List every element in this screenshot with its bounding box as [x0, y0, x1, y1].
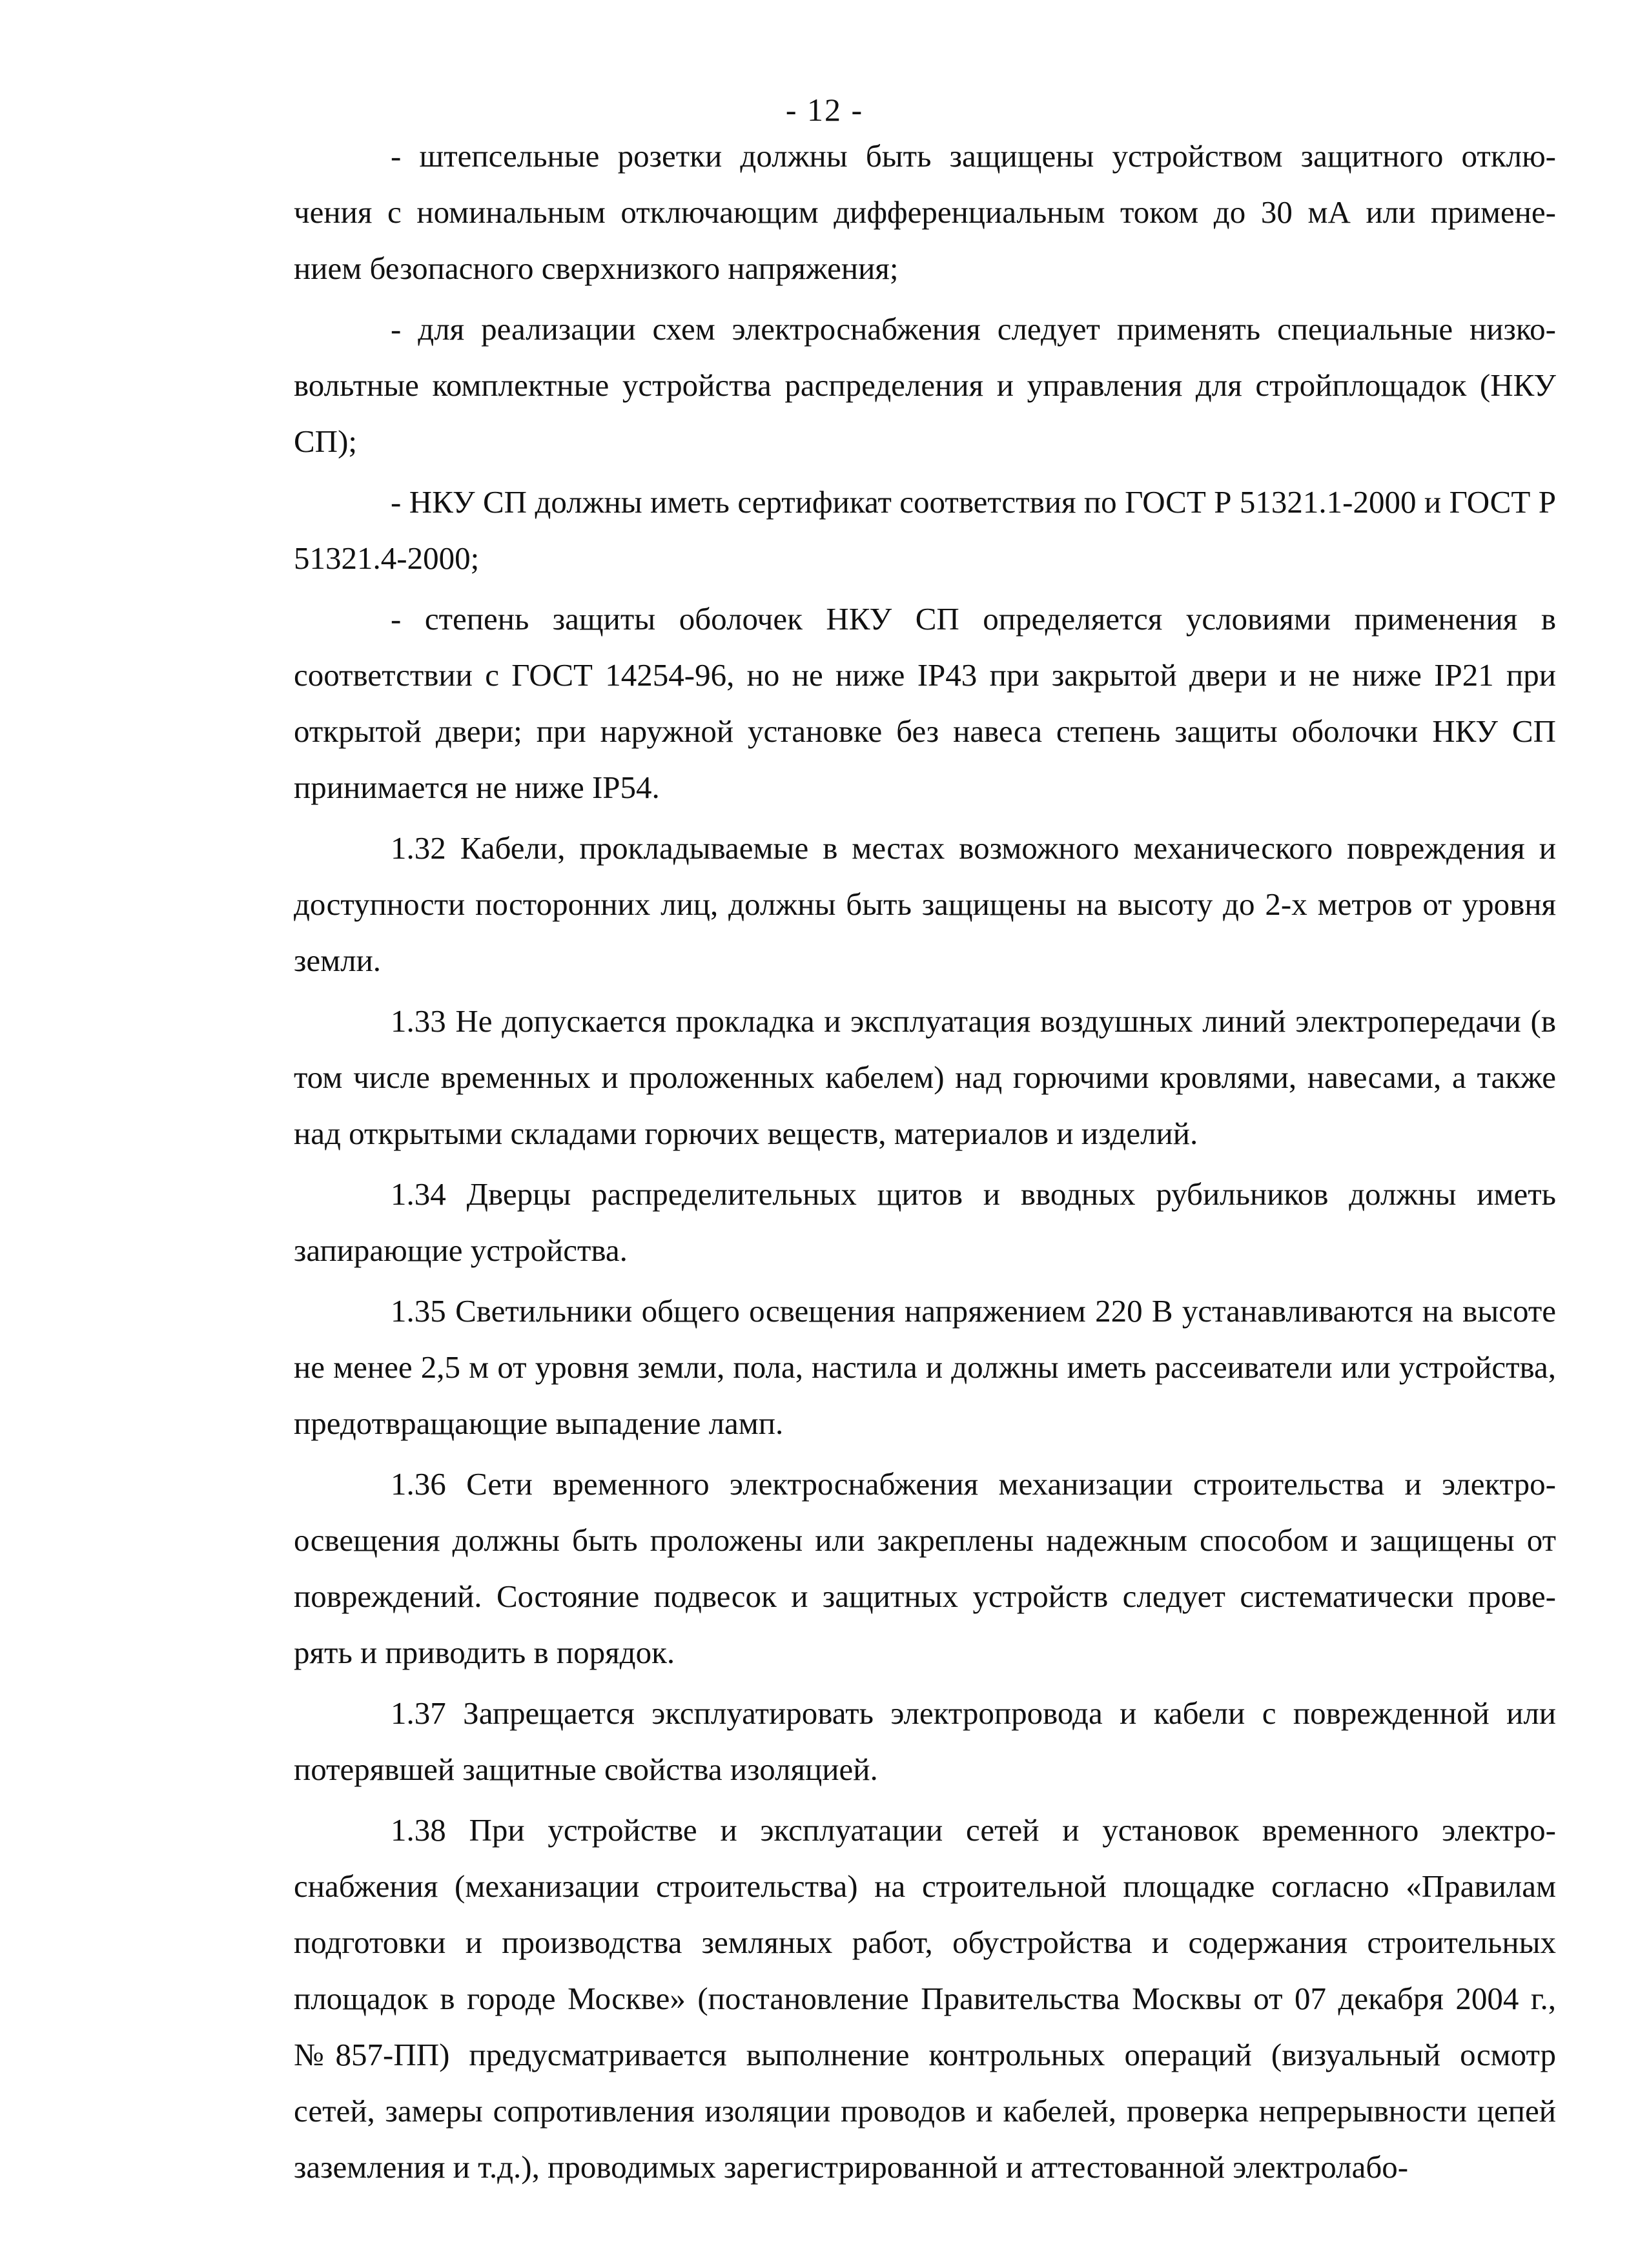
- paragraph-1-35: 1.35 Светильники общего освещения напряжением 220 В устанавливаются на высоте не менее 2,5 м от уровня земли, пола, настила и должны иметь рассеиватели или устройства, предотвращающие выпадение ламп.: [294, 1293, 1556, 1441]
- page-number: - 12 -: [785, 92, 864, 128]
- paragraph-protection-degree: - степень защиты оболочек НКУ СП определяется условиями применения в соответствии с ГОСТ 14254-96, но не ниже IP43 при закрытой двери и не ниже IP21 при открытой двери; при наружной установке без навеса степень защиты оболочки НКУ СП принимается не ниже IP54.: [294, 601, 1556, 805]
- paragraph-1-33: 1.33 Не допускается прокладка и эксплуатация воздушных линий электропередачи (в том числе временных и проложенных кабелем) над горючими кровлями, навесами, а также над открытыми складами горючих веществ, материалов и изделий.: [294, 1003, 1556, 1151]
- paragraph-1-38: 1.38 При устройстве и эксплуатации сетей и установок временного электро- снабжения (механизации строительства) на строительной площадке согласно «Правилам подготовки и производства земляных работ, обустройства и содержания строительных площадок в городе Москве» (постановление Правительства Москвы от 07 декабря 2004 г., №857-ПП) предусматривается выполнение контрольных операций (визуальный осмотр сетей, замеры сопротивления изоляции проводов и кабелей, проверка непрерывности цепей заземления и т.д.), проводимых зарегистрированной и аттестованной электролабо-: [294, 1812, 1556, 2185]
- document-body: [294, 128, 1556, 2200]
- paragraph-1-37: 1.37 Запрещается эксплуатировать электропровода и кабели с поврежденной или потерявшей защитные свойства изоляцией.: [294, 1695, 1556, 1787]
- paragraph-1-34: 1.34 Дверцы распределительных щитов и вводных рубильников должны иметь запирающие устройства.: [294, 1176, 1556, 1268]
- paragraph-1-36: 1.36 Сети временного электроснабжения механизации строительства и электро- освещения должны быть проложены или закреплены надежным способом и защищены от повреждений. Состояние подвесок и защитных устройств следует систематически прове- рять и приводить в порядок.: [294, 1466, 1556, 1670]
- paragraph-sockets: - штепсельные розетки должны быть защищены устройством защитного отклю- чения с номинальным отключающим дифференциальным током до 30 мА или примене- нием безопасного сверхнизкого напряжения;: [294, 138, 1556, 286]
- paragraph-nku-certificate: - НКУ СП должны иметь сертификат соответствия по ГОСТ Р 51321.1-2000 и ГОСТ Р 51321.4-2000;: [294, 484, 1556, 576]
- paragraph-nku-sp-usage: - для реализации схем электроснабжения следует применять специальные низко- вольтные комплектные устройства распределения и управления для стройплощадок (НКУ СП);: [294, 311, 1556, 459]
- paragraph-1-32: 1.32 Кабели, прокладываемые в местах возможного механического повреждения и доступности посторонних лиц, должны быть защищены на высоту до 2-х метров от уровня земли.: [294, 830, 1556, 978]
